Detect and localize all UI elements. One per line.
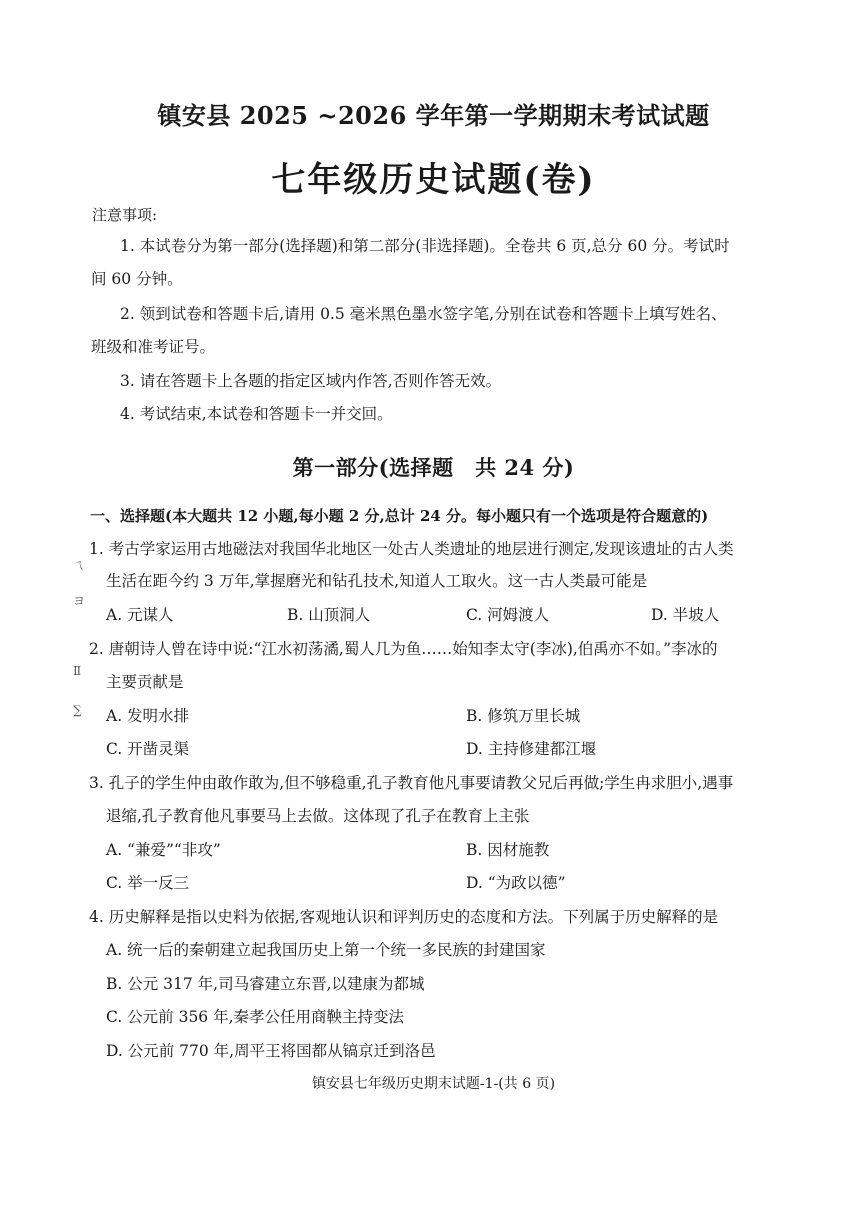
- question-4-stem: 4. 历史解释是指以史料为依据,客观地认识和评判历史的态度和方法。下列属于历史解释的是: [89, 908, 719, 926]
- question-3-option-d: D. “为政以德”: [466, 874, 566, 892]
- notice-item-1-cont: 间 60 分钟。: [91, 270, 183, 288]
- question-3-stem-cont: 退缩,孔子教育他凡事要马上去做。这体现了孔子在教育上主张: [106, 807, 530, 825]
- margin-mark: Ⅱ: [73, 664, 82, 678]
- notice-item-1: 1. 本试卷分为第一部分(选择题)和第二部分(非选择题)。全卷共 6 页,总分 60 分。考试时: [120, 237, 730, 255]
- margin-mark: ∑: [73, 703, 82, 717]
- question-1-option-c: C. 河姆渡人: [466, 606, 550, 624]
- question-2-option-d: D. 主持修建都江堰: [466, 740, 597, 758]
- exam-subtitle: 七年级历史试题(卷): [271, 160, 596, 200]
- page-footer: 镇安县七年级历史期末试题-1-(共 6 页): [311, 1076, 556, 1092]
- part-one-heading: 第一部分(选择题 共 24 分): [292, 455, 575, 480]
- question-2-option-a: A. 发明水排: [106, 707, 190, 725]
- question-3-option-c: C. 举一反三: [106, 874, 190, 892]
- question-3-option-b: B. 因材施教: [466, 841, 550, 859]
- question-4-option-c: C. 公元前 356 年,秦孝公任用商鞅主持变法: [106, 1008, 405, 1026]
- notice-item-2-cont: 班级和准考证号。: [91, 338, 216, 356]
- exam-title: 镇安县 2025 ~2026 学年第一学期期末考试试题: [157, 101, 710, 130]
- notice-item-3: 3. 请在答题卡上各题的指定区域内作答,否则作答无效。: [120, 372, 502, 390]
- question-3-stem: 3. 孔子的学生仲由敢作敢为,但不够稳重,孔子教育他凡事要请教父兄后再做;学生冉求胆小,遇事: [89, 774, 734, 792]
- question-2-stem-cont: 主要贡献是: [106, 673, 184, 691]
- question-1-stem-cont: 生活在距今约 3 万年,掌握磨光和钻孔技术,知道人工取火。这一古人类最可能是: [106, 572, 648, 590]
- question-1-stem: 1. 考古学家运用古地磁法对我国华北地区一处古人类遗址的地层进行测定,发现该遗址的古人类: [89, 540, 734, 558]
- question-2-option-c: C. 开凿灵渠: [106, 740, 190, 758]
- notice-heading: 注意事项:: [92, 206, 158, 224]
- question-2-option-b: B. 修筑万里长城: [466, 707, 581, 725]
- notice-item-2: 2. 领到试卷和答题卡后,请用 0.5 毫米黑色墨水签字笔,分别在试卷和答题卡上填写姓名、: [120, 305, 727, 323]
- question-1-option-d: D. 半坡人: [651, 606, 720, 624]
- question-2-stem: 2. 唐朝诗人曾在诗中说:“江水初荡潏,蜀人几为鱼……始知李太守(李冰),伯禹亦不如。”李冰的: [89, 640, 718, 658]
- question-3-option-a: A. “兼爱”“非攻”: [106, 841, 221, 859]
- notice-item-4: 4. 考试结束,本试卷和答题卡一并交回。: [120, 405, 393, 423]
- margin-mark: ㄟ: [73, 558, 86, 572]
- question-4-option-d: D. 公元前 770 年,周平王将国都从镐京迁到洛邑: [106, 1042, 436, 1060]
- section-heading: 一、选择题(本大题共 12 小题,每小题 2 分,总计 24 分。每小题只有一个选项是符合题意的): [90, 507, 709, 525]
- question-1-option-a: A. 元谋人: [106, 606, 174, 624]
- margin-mark: ヨ: [73, 594, 86, 608]
- question-4-option-a: A. 统一后的秦朝建立起我国历史上第一个统一多民族的封建国家: [106, 941, 546, 959]
- question-4-option-b: B. 公元 317 年,司马睿建立东晋,以建康为都城: [106, 975, 425, 993]
- question-1-option-b: B. 山顶洞人: [287, 606, 371, 624]
